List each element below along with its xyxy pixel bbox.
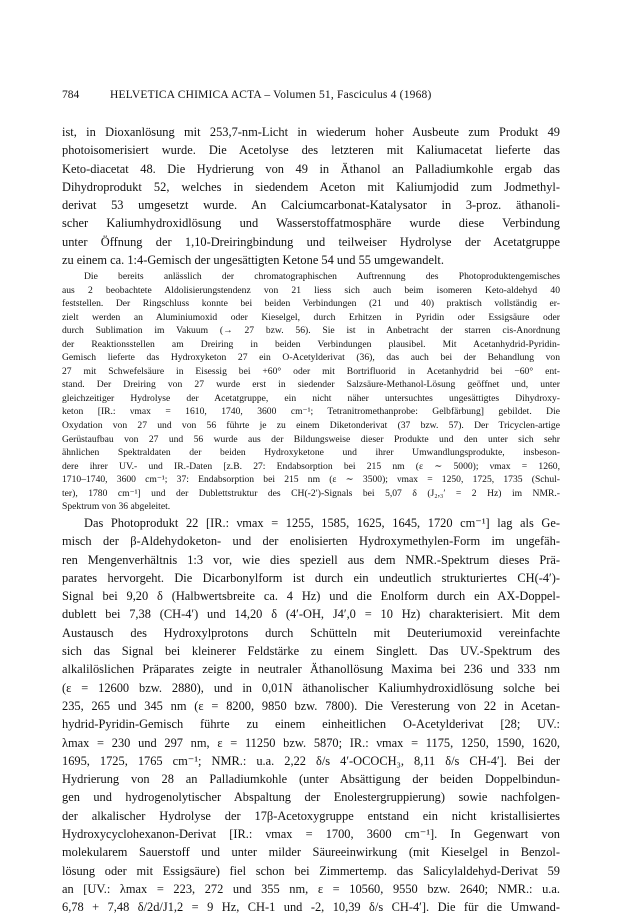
- text-line: an [UV.: λmax = 223, 272 und 355 nm, ε = 10560, 9550 bzw. 2640; NMR.: u.a.: [62, 881, 560, 896]
- body-paragraph-1: [62, 123, 560, 269]
- text-line: dublett bei 7,38 (CH-4′) und 14,20 δ (4′-OH, J4′,0 = 10 Hz) charakterisiert. Mit dem: [62, 607, 560, 622]
- note-line: Gerüstaufbau von 27 und 56 wurde aus der Bildungsweise dieser Produkte und den unter sich sehr: [62, 433, 560, 445]
- text-line: sich das Signal bei kleinerer Feldstärke zu einem Singlett. Das UV.-Spektrum des: [62, 644, 560, 659]
- text-line: Dihydroprodukt 52, welches in siedendem Aceton mit Kaliumjodid zum Jodmethyl-: [62, 179, 560, 194]
- text-line: 235, 265 und 345 nm (ε = 8200, 9850 bzw. 7800). Die Veresterung von 22 in Acetan-: [62, 698, 560, 713]
- note-line: Gemisch lieferte das Hydroxyketon 27 ein O-Acetylderivat (36), das auch bei der Behandlung von: [62, 352, 560, 364]
- text-line: der alkalischer Hydrolyse der 17β-Acetoxygruppe entstand ein nicht kristallisiertes: [62, 808, 560, 823]
- text-line: scher Kaliumhydroxidlösung und Wasserstoffatmosphäre wurde diese Verbindung: [62, 216, 560, 231]
- footnote-paragraph: [62, 270, 560, 514]
- text-line: Hydrierung von 28 an Palladiumkohle (unter Absättigung der beiden Doppelbindun-: [62, 772, 560, 787]
- text-line: zu einem ca. 1:4-Gemisch der ungesättigten Ketone 54 und 55 umgewandelt.: [62, 253, 444, 268]
- text-line: Hydroxycyclohexanon-Derivat [IR.: νmax = 1700, 3600 cm⁻¹]. In Gegenwart von: [62, 827, 560, 842]
- text-line: Signal bei 9,20 δ (Halbwertsbreite ca. 4 Hz) und die Enolform durch ein AX-Doppel-: [62, 589, 560, 604]
- note-line: 1710–1740, 3600 cm⁻¹; 37: Endabsorption bei 215 nm (ε ∼ 3500); νmax = 1250, 1725, 1735 (Schul-: [62, 474, 560, 486]
- note-line: dere ihrer UV.- und IR.-Daten [z.B. 27: Endabsorption bei 215 nm (ε ∼ 5000); νmax = 1260,: [62, 460, 560, 472]
- text-line: unter Öffnung der 1,10-Dreiringbindung und teilweiser Hydrolyse der Acetatgruppe: [62, 234, 560, 249]
- note-line: durch Sublimation im Vakuum (→ 27 bzw. 56). Sie ist in Anbetracht der starren cis-Anordnung: [62, 325, 560, 337]
- text-line: derivat 53 umgesetzt wurde. An Calciumcarbonat-Katalysator in 3-proz. äthanoli-: [62, 198, 560, 213]
- text-line: ren Mengenverhältnis 1:3 vor, wie dies speziell aus dem NMR.-Spektrum dieses Prä-: [62, 552, 560, 567]
- note-line: Die bereits anlässlich der chromatographischen Auftrennung des Photoproduktengemisches: [84, 271, 560, 282]
- text-line: Austausch des Hydroxylprotons durch Schütteln mit Deuteriumoxid vereinfachte: [62, 625, 560, 640]
- note-line: Oxydation von 27 und von 56 führte je zu einem Diketonderivat (37 bzw. 57). Der Tricyclen-artige: [62, 420, 560, 432]
- text-line: misch der β-Aldehydoketon- und der enolisierten Hydroxymethylen-Form im ungefäh-: [62, 534, 560, 549]
- note-line: feststellen. Der Ringschluss konnte bei beiden Verbindungen (21 und 40) praktisch vollständig er-: [62, 298, 560, 310]
- note-line: ähnlichen Spektraldaten der beiden Hydroxyketone und ihrer Umwandlungsprodukte, insbeson-: [62, 447, 560, 459]
- note-line: stand. Der Dreiring von 27 wurde erst in siedender Salzsäure-Methanol-Lösung geöffnet und, unter: [62, 379, 560, 391]
- note-line: keton [IR.: νmax = 1610, 1740, 3600 cm⁻¹; Tetranitromethanprobe: Gelbfärbung] gebildet. Die: [62, 406, 560, 418]
- text-line: λmax = 230 und 297 nm, ε = 11250 bzw. 5870; IR.: νmax = 1175, 1250, 1590, 1620,: [62, 735, 560, 750]
- text-line: ist, in Dioxanlösung mit 253,7-nm-Licht in wiederum hoher Ausbeute zum Produkt 49: [62, 125, 560, 139]
- text-line: hydrid-Pyridin-Gemisch führte zu einem einheitlichen O-Acetylderivat [28; UV.:: [62, 717, 560, 732]
- note-line: der Reaktionsstellen am Dreiring in beiden Verbindungen plausibel. Mit Acetanhydrid-Pyridin-: [62, 338, 560, 350]
- text-line: gen und hydrogenolytischer Abspaltung der Enolestergruppierung) sowie nachfolgen-: [62, 790, 560, 805]
- text-line: Das Photoprodukt 22 [IR.: νmax = 1255, 1585, 1625, 1645, 1720 cm⁻¹] lag als Ge-: [84, 516, 560, 530]
- note-line: zielt werden an Aluminiumoxid oder Kieselgel, durch Erhitzen in Pyridin oder Essigsäure oder: [62, 311, 560, 323]
- text-line: parates hervorgeht. Die Dicarbonylform ist durch ein undeutlich strukturiertes CH(-4′)-: [62, 570, 560, 585]
- page-number: 784: [62, 89, 80, 101]
- note-line: Spektrum von 36 abgeleitet.: [62, 501, 171, 513]
- note-line: aus 2 beobachtete Aldolisierungstendenz von 21 liess sich auch beim isomeren Keto-aldehyd 40: [62, 284, 560, 296]
- body-paragraph-2: [62, 514, 560, 917]
- note-line: ter), 1780 cm⁻¹] und der Dublettstruktur des CH(-2′)-Signals bei 5,07 δ (J₂,₃′ = 2 Hz) im NMR.-: [62, 487, 560, 499]
- note-line: gleichzeitiger Hydrolyse der Acetatgruppe, ein nicht näher untersuchtes ungesättigtes Dihydroxy-: [62, 392, 560, 404]
- text-line: molekularem Sauerstoff und unter milder Säureeinwirkung (mit Kieselgel in Benzol-: [62, 845, 560, 860]
- running-head: HELVETICA CHIMICA ACTA – Volumen 51, Fasciculus 4 (1968): [110, 89, 432, 101]
- text-line: photoisomerisiert wurde. Die Acetolyse des letzteren mit Kaliumacetat lieferte das: [62, 143, 560, 158]
- text-line: alkalilöslichen Präparates zeigte in neutraler Äthanollösung Maxima bei 236 und 333 nm: [62, 662, 560, 677]
- text-line: lösung oder mit Essigsäure) fiel schon bei Zimmertemp. das Salicylaldehyd-Derivat 59: [62, 863, 560, 878]
- page-header: [62, 86, 562, 104]
- text-line: Keto-diacetat 48. Die Hydrierung von 49 in Äthanol an Palladiumkohle ergab das: [62, 161, 560, 176]
- text-line: (ε = 12600 bzw. 2880), und in 0,01N äthanolischer Kaliumhydroxidlösung solche bei: [62, 680, 560, 695]
- note-line: 27 mit Schwefelsäure in Eisessig bei +60° oder mit Bortrifluorid in Acetanhydrid bei −60° ent-: [62, 365, 560, 377]
- text-line: 1695, 1725, 1765 cm⁻¹; NMR.: u.a. 2,22 δ/s 4′-OCOCH₃, 8,11 δ/s CH-4′]. Bei der: [62, 753, 560, 768]
- text-line: 6,78 + 7,48 δ/2d/J1,2 = 9 Hz, CH-1 und -2, 10,39 δ/s CH-4′]. Die für die Umwand-: [62, 900, 560, 915]
